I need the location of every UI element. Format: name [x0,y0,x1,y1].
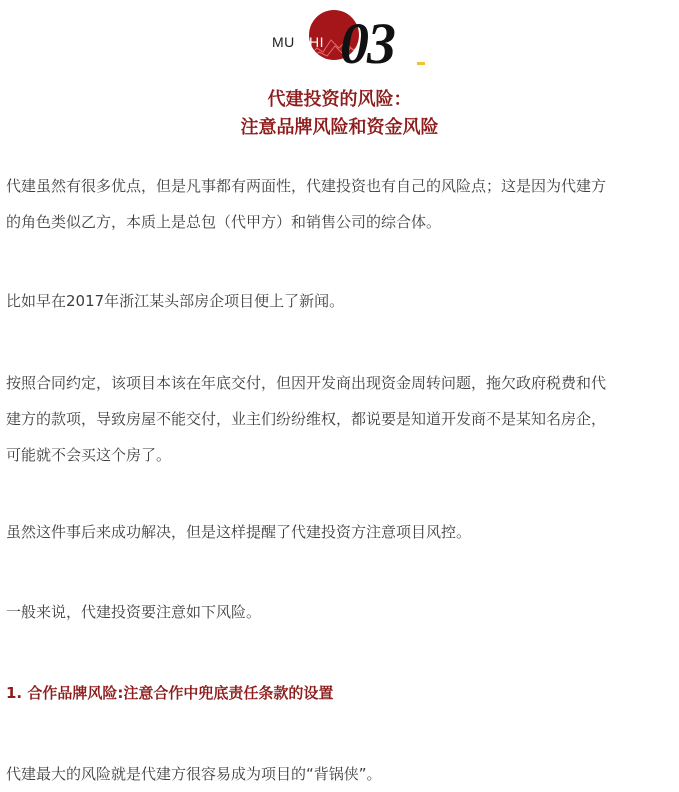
paragraph-3 [6,365,674,473]
section-number: 03 [340,11,394,76]
paragraph-2 [6,283,674,319]
paragraph-1 [6,168,674,240]
paragraph-line: 建方的款项，导致房屋不能交付，业主们纷纷维权，都说要是知道开发商不是某知名房企， [6,410,607,428]
paragraph-5 [6,594,674,630]
paragraph-line: 的角色类似乙方，本质上是总包（代甲方）和销售公司的综合体。 [6,213,442,231]
accent-dash [417,62,425,65]
section-heading: 1. 合作品牌风险:注意合作中兜底责任条款的设置 [6,684,334,702]
article-title-line2: 注意品牌风险和资金风险 [240,117,439,138]
paragraph-line: 按照合同约定，该项目本该在年底交付，但因开发商出现资金周转问题，拖欠政府税费和代 [6,374,607,392]
paragraph-6 [6,756,674,792]
paragraph-line: 代建虽然有很多优点，但是凡事都有两面性，代建投资也有自己的风险点；这是因为代建方 [6,177,607,195]
section-badge [0,0,679,80]
badge-label-left: MU [272,34,295,50]
badge-label [272,34,324,50]
paragraph-line: 一般来说，代建投资要注意如下风险。 [6,603,262,621]
badge-label-right: SHI [299,34,325,50]
paragraph-line: 虽然这件事后来成功解决，但是这样提醒了代建投资方注意项目风控。 [6,523,472,541]
paragraph-line: 比如早在2017年浙江某头部房企项目便上了新闻。 [6,292,345,310]
paragraph-line: 代建最大的风险就是代建方很容易成为项目的“背锅侠”。 [6,765,382,783]
paragraph-4 [6,514,674,550]
paragraph-line: 可能就不会买这个房了。 [6,446,172,464]
article-title-line1: 代建投资的风险： [267,89,412,110]
